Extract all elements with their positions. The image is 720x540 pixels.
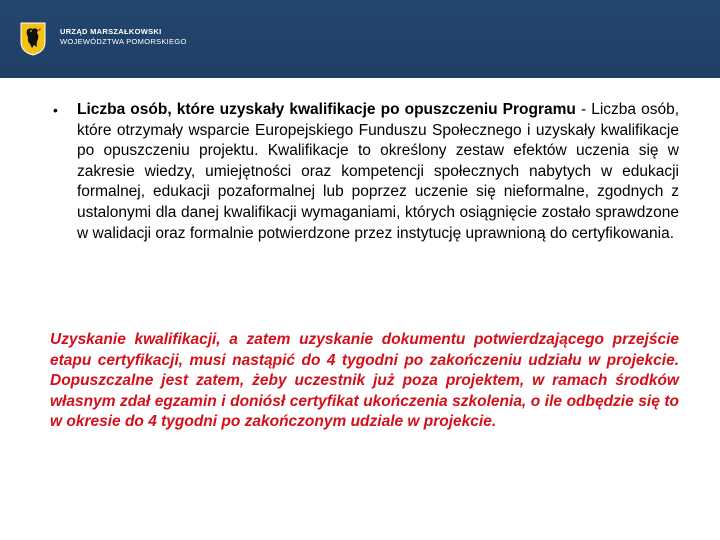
- organization-name: [60, 27, 187, 47]
- indicator-title: Liczba osób, które uzyskały kwalifikacje po opuszczeniu Programu: [77, 101, 576, 118]
- indicator-description: - Liczba osób, które otrzymały wsparcie Europejskiego Funduszu Społecznego i uzyskały kwalifikacje po opuszczeniu projektu. Kwalifikacje to określony zestaw efektów uczenia się w zakresie wiedzy, umiejętności oraz kompetencji społecznych nabytych w edukacji formalnej, edukacji pozaformalnej lub poprzez uczenie się nieformalne, zgodnych z ustalonymi dla danej kwalifikacji wymaganiami, których osiągnięcie zostało sprawdzone w walidacji oraz formalnie potwierdzone przez instytucję uprawnioną do certyfikowania.: [77, 101, 679, 242]
- organization-name-line1: URZĄD MARSZAŁKOWSKI: [60, 27, 162, 36]
- bullet-marker: •: [53, 102, 58, 118]
- organization-name-line2: WOJEWÓDZTWA POMORSKIEGO: [60, 37, 187, 46]
- indicator-definition: [77, 100, 679, 244]
- certification-note: Uzyskanie kwalifikacji, a zatem uzyskanie dokumentu potwierdzającego przejście etapu certyfikacji, musi nastąpić do 4 tygodni po zakończeniu udziału w projekcie. Dopuszczalne jest zatem, żeby uczestnik już poza projektem, w ramach środków własnym zdał egzamin i doniósł certyfikat ukończenia szkolenia, o ile odbędzie się to w okresie do 4 tygodni po zakończonym udziale w projekcie.: [50, 331, 679, 431]
- pomeranian-griffin-crest-icon: [20, 22, 46, 56]
- header-banner: [0, 0, 720, 78]
